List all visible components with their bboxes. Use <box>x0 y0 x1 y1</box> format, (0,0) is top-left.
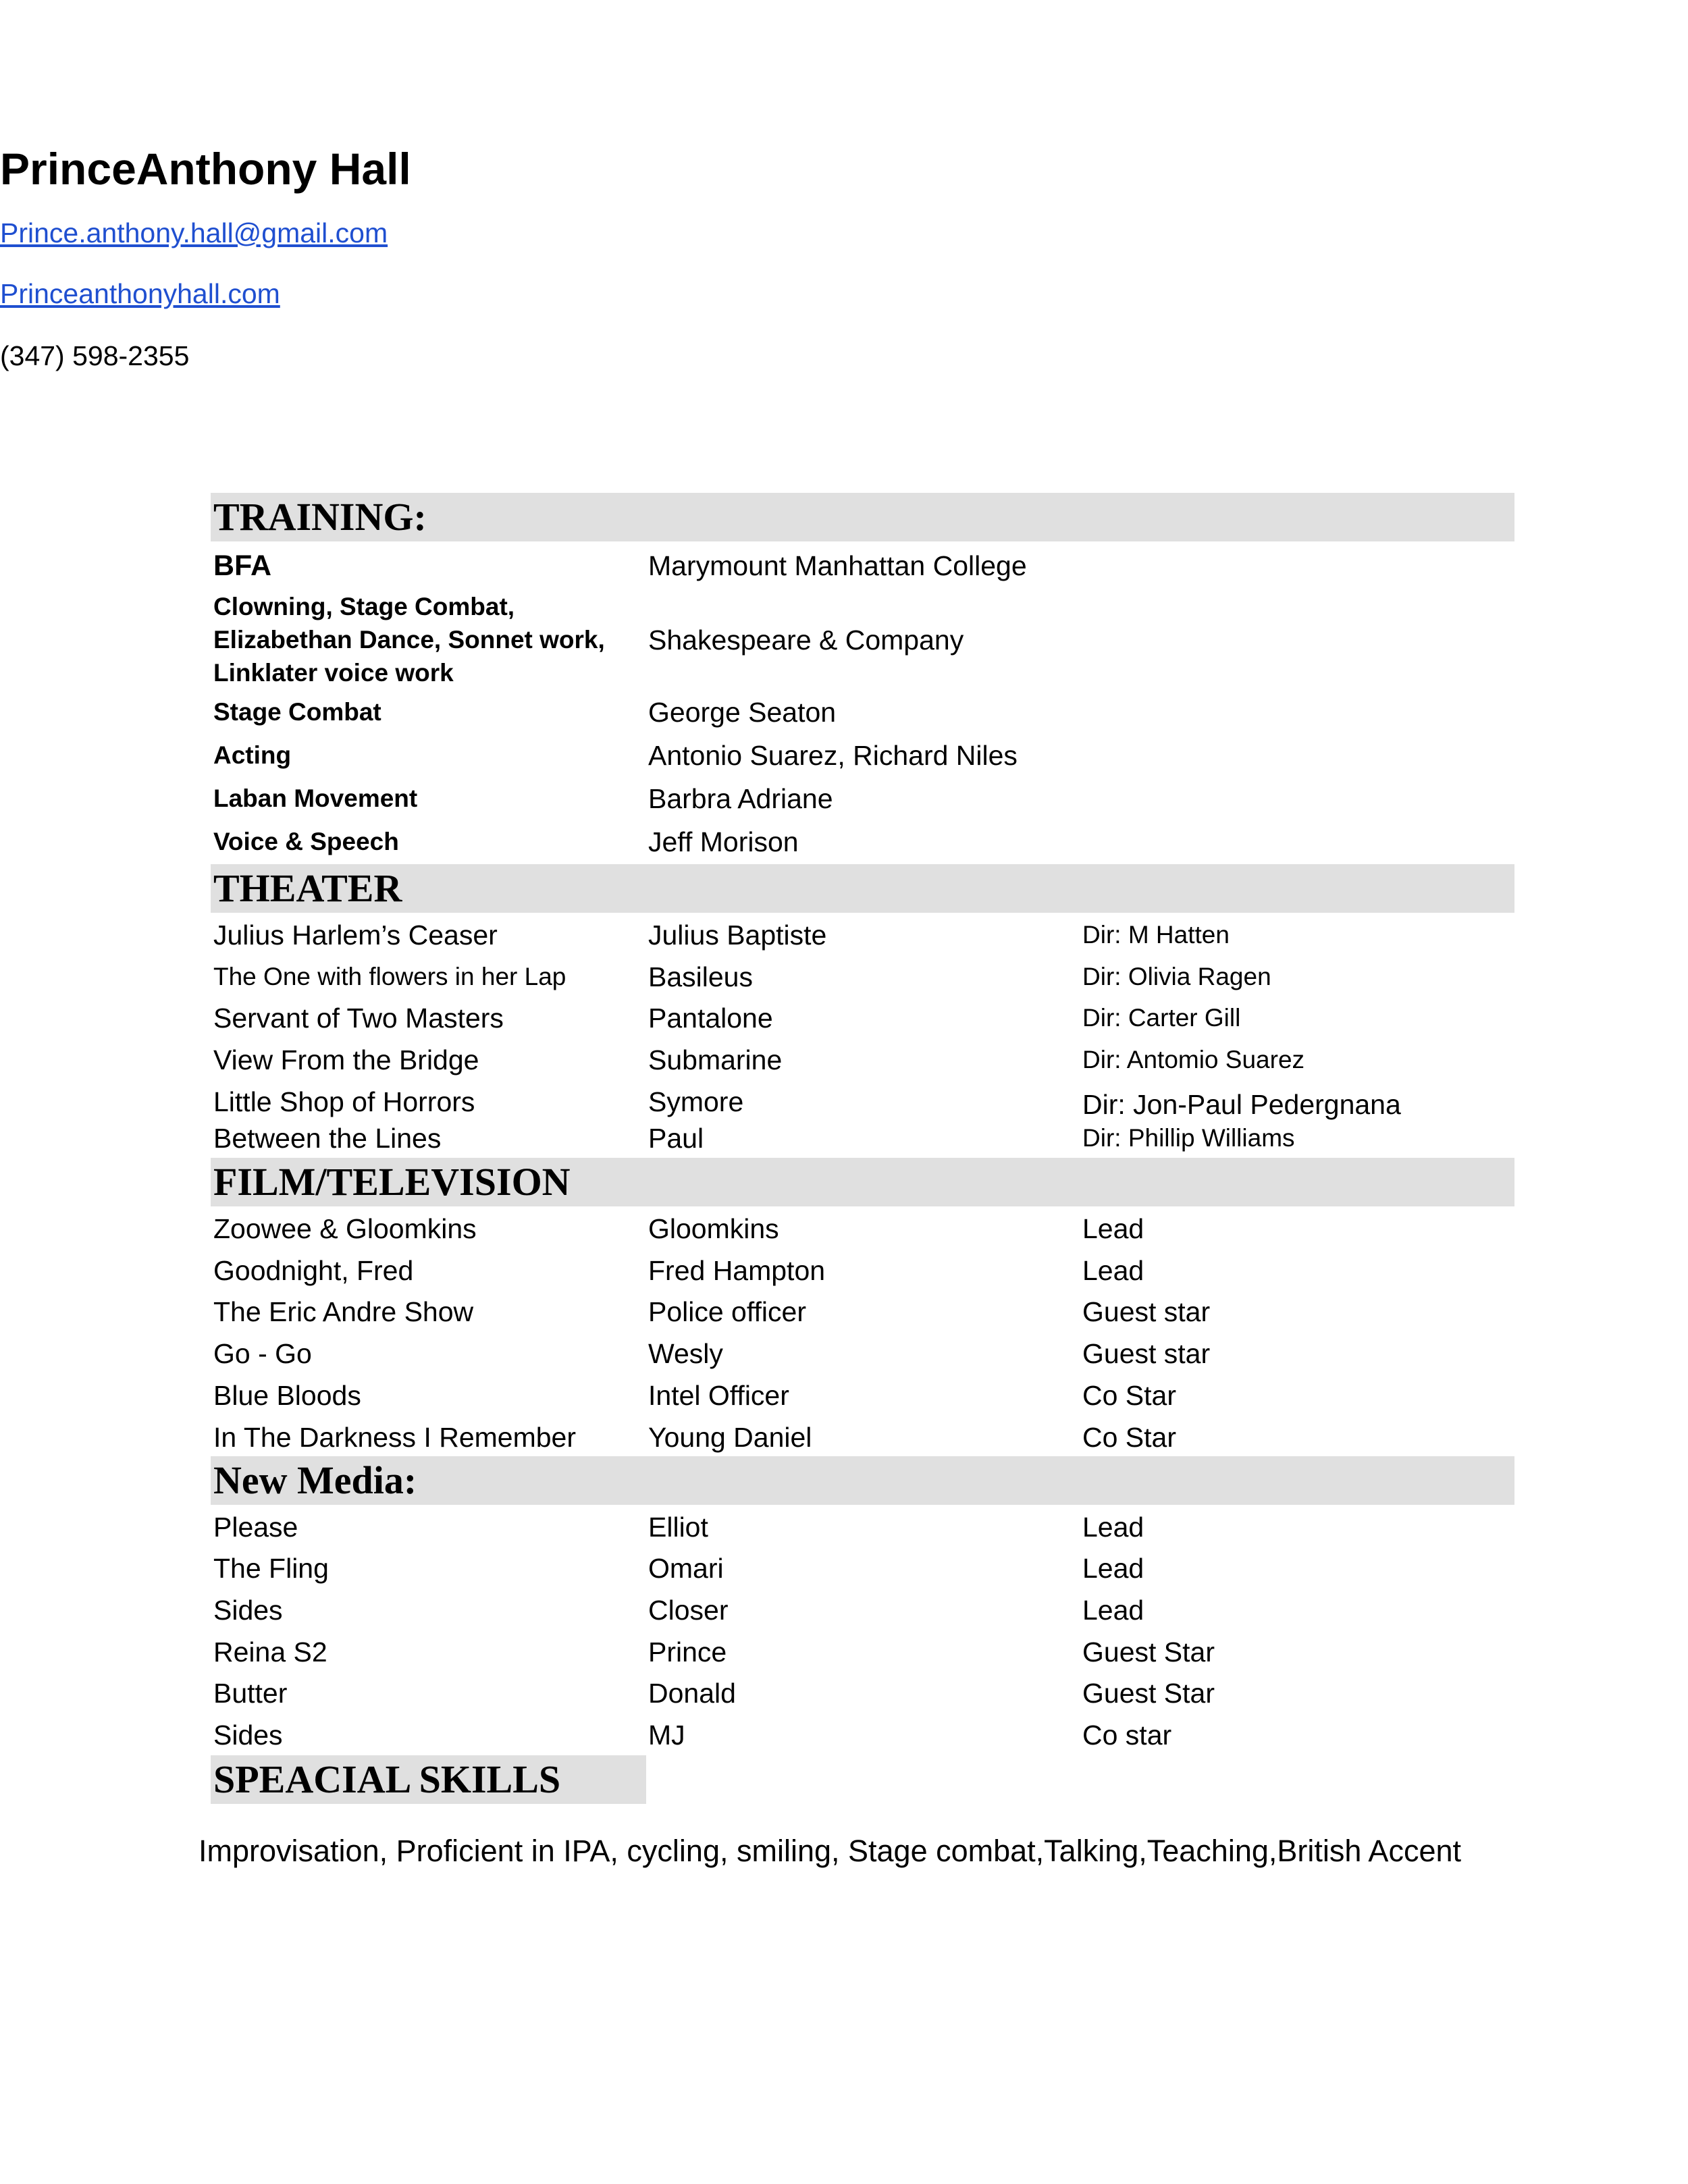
theater-role: Paul <box>648 1123 704 1154</box>
theater-role: Symore <box>648 1086 744 1117</box>
theater-director: Dir: Olivia Ragen <box>1082 963 1271 990</box>
film-credit: Lead <box>1082 1255 1144 1286</box>
film-role: Gloomkins <box>648 1213 779 1244</box>
film-show: Go - Go <box>213 1338 312 1369</box>
training-row <box>0 587 1688 689</box>
theater-row <box>0 1040 1688 1080</box>
theater-section-band <box>211 864 1514 913</box>
website-link[interactable]: Princeanthonyhall.com <box>0 278 280 309</box>
film-show: The Eric Andre Show <box>213 1296 474 1327</box>
resume-name: PrinceAnthony Hall <box>0 144 411 194</box>
theater-show: View From the Bridge <box>213 1044 479 1075</box>
film-credit: Lead <box>1082 1213 1144 1244</box>
new-media-credit: Lead <box>1082 1595 1144 1626</box>
new-media-show: Sides <box>213 1720 283 1751</box>
film-row <box>0 1291 1688 1332</box>
theater-show: The One with flowers in her Lap <box>213 963 566 990</box>
new-media-row <box>0 1632 1688 1672</box>
skills-heading: SPEACIAL SKILLS <box>213 1757 561 1801</box>
new-media-row <box>0 1548 1688 1589</box>
new-media-role: Omari <box>648 1553 724 1584</box>
film-role: Young Daniel <box>648 1422 812 1453</box>
theater-row <box>0 957 1688 997</box>
new-media-heading: New Media: <box>213 1458 417 1502</box>
new-media-role: Elliot <box>648 1512 708 1543</box>
new-media-role: Closer <box>648 1595 729 1626</box>
film-credit: Guest star <box>1082 1338 1211 1369</box>
film-credit: Guest star <box>1082 1296 1211 1327</box>
new-media-credit: Guest Star <box>1082 1678 1215 1709</box>
film-row <box>0 1250 1688 1291</box>
new-media-show: Sides <box>213 1595 283 1626</box>
training-row <box>0 778 1688 819</box>
email-link[interactable]: Prince.anthony.hall@gmail.com <box>0 217 388 248</box>
theater-role: Basileus <box>648 961 753 992</box>
theater-show: Little Shop of Horrors <box>213 1086 475 1117</box>
film-row <box>0 1417 1688 1458</box>
film-role: Police officer <box>648 1296 806 1327</box>
theater-heading: THEATER <box>213 866 402 910</box>
theater-role: Submarine <box>648 1044 783 1075</box>
theater-role: Julius Baptiste <box>648 920 827 951</box>
theater-director: Dir: M Hatten <box>1082 921 1230 949</box>
film-credit: Co Star <box>1082 1380 1176 1411</box>
training-heading: TRAINING: <box>213 495 427 539</box>
training-subject: Voice & Speech <box>213 828 399 855</box>
theater-show: Between the Lines <box>213 1123 442 1154</box>
new-media-role: Donald <box>648 1678 736 1709</box>
new-media-row <box>0 1673 1688 1713</box>
phone-number: (347) 598-2355 <box>0 340 190 371</box>
theater-row <box>0 998 1688 1038</box>
new-media-credit: Guest Star <box>1082 1636 1215 1668</box>
film-row <box>0 1375 1688 1416</box>
new-media-show: Reina S2 <box>213 1636 327 1668</box>
new-media-show: Butter <box>213 1678 288 1709</box>
training-row <box>0 545 1688 586</box>
skills-text: Improvisation, Proficient in IPA, cycling, smiling, Stage combat,Talking,Teaching,British Accent <box>199 1834 1462 1868</box>
training-subject: Acting <box>213 741 292 769</box>
new-media-row <box>0 1715 1688 1755</box>
theater-row <box>0 915 1688 955</box>
film-role: Wesly <box>648 1338 723 1369</box>
film-show: Zoowee & Gloomkins <box>213 1213 477 1244</box>
training-subject: Laban Movement <box>213 784 418 812</box>
training-teacher: Jeff Morison <box>648 826 799 857</box>
theater-row <box>0 1118 1688 1158</box>
training-teacher: Barbra Adriane <box>648 783 833 814</box>
training-teacher: Shakespeare & Company <box>648 624 964 656</box>
new-media-credit: Co star <box>1082 1720 1172 1751</box>
training-teacher: Antonio Suarez, Richard Niles <box>648 740 1018 771</box>
new-media-role: MJ <box>648 1720 685 1751</box>
training-teacher: George Seaton <box>648 697 837 728</box>
new-media-credit: Lead <box>1082 1553 1144 1584</box>
film-role: Intel Officer <box>648 1380 789 1411</box>
training-row <box>0 692 1688 733</box>
theater-role: Pantalone <box>648 1003 773 1034</box>
new-media-role: Prince <box>648 1636 727 1668</box>
theater-director: Dir: Phillip Williams <box>1082 1124 1295 1152</box>
film-role: Fred Hampton <box>648 1255 826 1286</box>
training-subject: Clowning, Stage Combat, Elizabethan Dance, Sonnet work, Linklater voice work <box>213 593 605 687</box>
new-media-row <box>0 1590 1688 1630</box>
new-media-row <box>0 1507 1688 1547</box>
film-show: Goodnight, Fred <box>213 1255 414 1286</box>
new-media-show: Please <box>213 1512 298 1543</box>
training-teacher: Marymount Manhattan College <box>648 550 1027 581</box>
theater-director: Dir: Jon-Paul Pedergnana <box>1082 1089 1401 1120</box>
training-subject: BFA <box>213 550 271 582</box>
film-row <box>0 1333 1688 1374</box>
new-media-credit: Lead <box>1082 1512 1144 1543</box>
theater-director: Dir: Antomio Suarez <box>1082 1046 1305 1073</box>
film-show: Blue Bloods <box>213 1380 361 1411</box>
theater-show: Julius Harlem’s Ceaser <box>213 920 498 951</box>
film-credit: Co Star <box>1082 1422 1176 1453</box>
training-row <box>0 822 1688 862</box>
film-heading: FILM/TELEVISION <box>213 1160 571 1204</box>
training-row <box>0 735 1688 776</box>
film-row <box>0 1208 1688 1249</box>
training-subject: Stage Combat <box>213 698 381 726</box>
theater-show: Servant of Two Masters <box>213 1003 504 1034</box>
theater-row <box>0 1082 1688 1122</box>
theater-director: Dir: Carter Gill <box>1082 1004 1241 1032</box>
new-media-show: The Fling <box>213 1553 329 1584</box>
film-show: In The Darkness I Remember <box>213 1422 577 1453</box>
